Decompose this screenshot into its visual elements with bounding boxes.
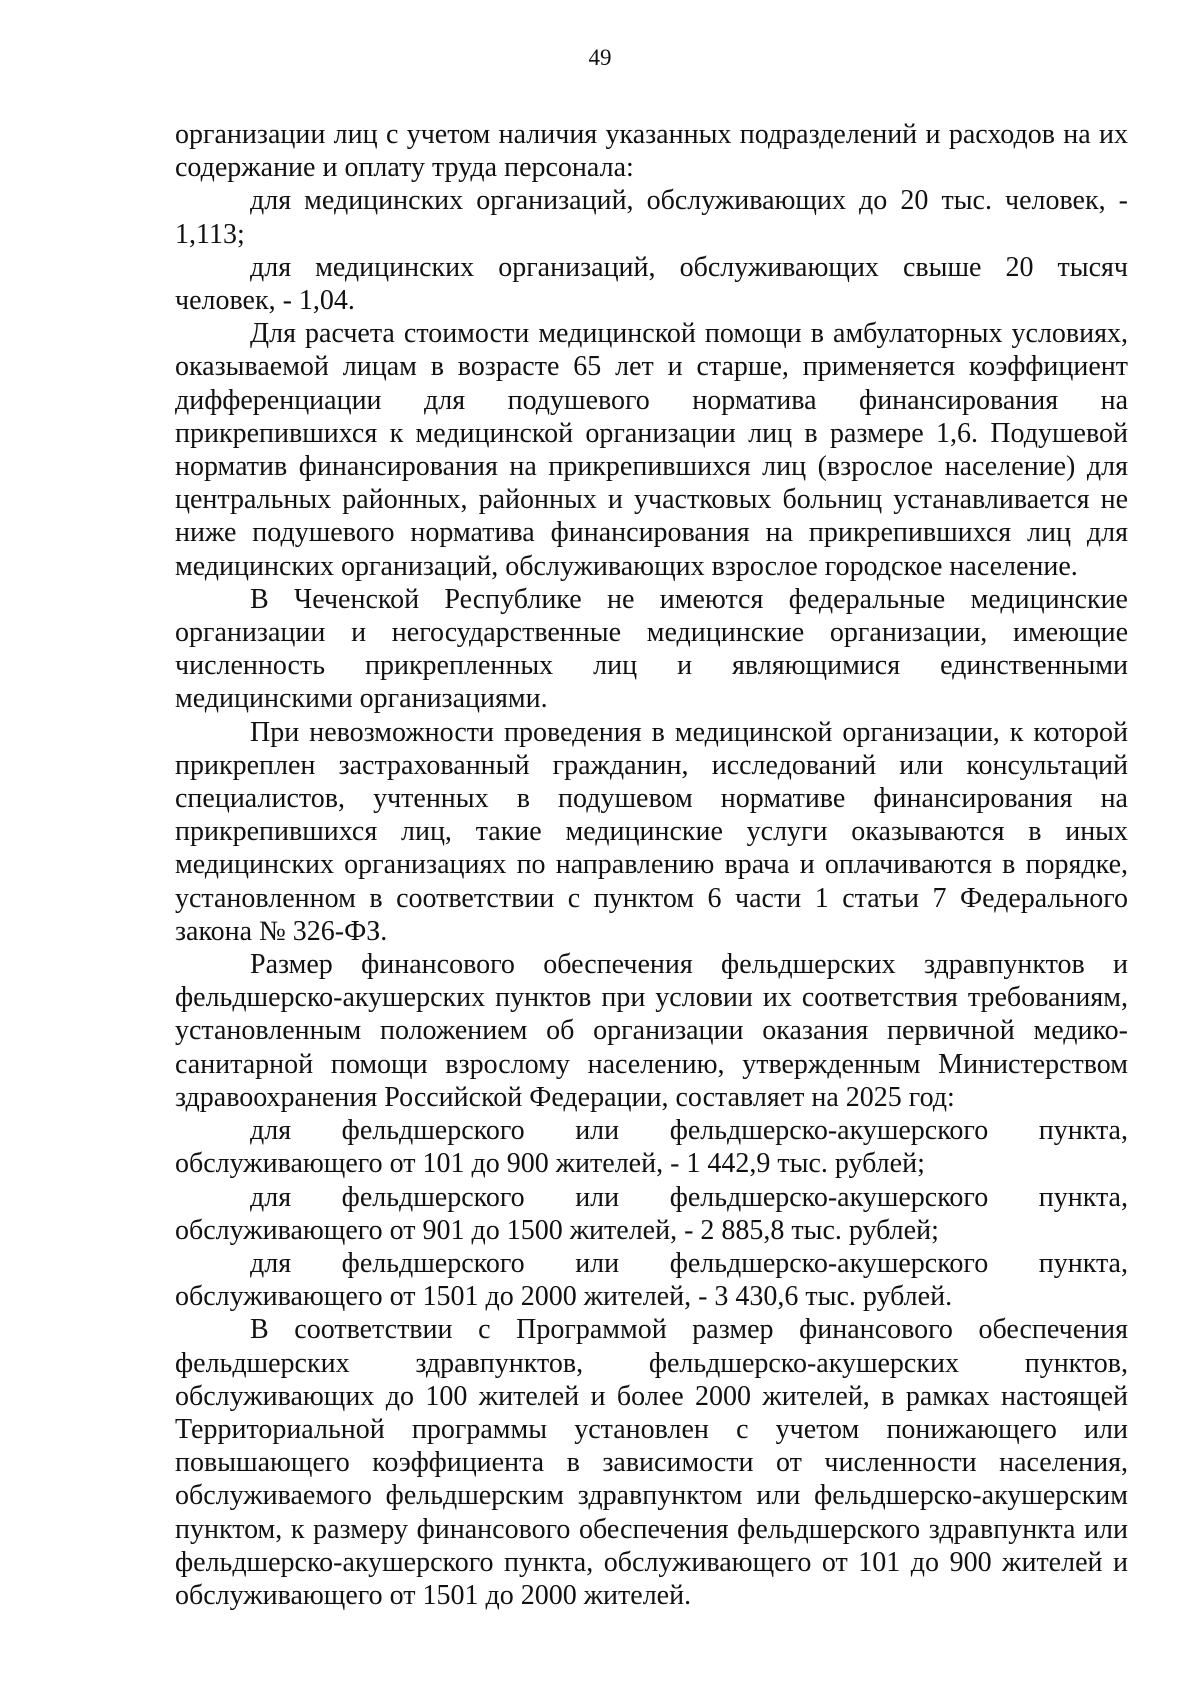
paragraph-feldsher-funding: Размер финансового обеспечения фельдшерских здравпунктов и фельдшерско-акушерских пунктов при условии их соответствия требованиям, установленным положением об организации оказания первичной медико-санитарной помощи взрослому населению, утвержденным Министерством здравоохранения Российской Федерации, составляет на 2025 год: — [175, 949, 1128, 1113]
paragraph-program-coefficient: В соответствии с Программой размер финансового обеспечения фельдшерских здравпунктов, фельдшерско-акушерских пунктов, обслуживающих до 100 жителей и более 2000 жителей, в рамках настоящей Территориальной программы установлен с учетом понижающего или повышающего коэффициента в зависимости от численности населения, обслуживаемого фельдшерским здравпунктом или фельдшерско-акушерским пунктом, к размеру финансового обеспечения фельдшерского здравпункта или фельдшерско-акушерского пункта, обслуживающего от 101 до 900 жителей и обслуживающего от 1501 до 2000 жителей. — [175, 1314, 1128, 1611]
document-body — [175, 118, 1128, 1612]
paragraph-coefficient-over-20k: для медицинских организаций, обслуживающих свыше 20 тысяч человек, - 1,04. — [175, 251, 1128, 317]
page-number: 49 — [588, 45, 612, 70]
paragraph-funding-101-900: для фельдшерского или фельдшерско-акушерского пункта, обслуживающего от 101 до 900 жителей, - 1 442,9 тыс. рублей; — [175, 1115, 1128, 1180]
paragraph-coefficient-up-to-20k: для медицинских организаций, обслуживающих до 20 тыс. человек, - 1,113; — [175, 185, 1128, 250]
paragraph-age-65-coefficient: Для расчета стоимости медицинской помощи в амбулаторных условиях, оказываемой лицам в возрасте 65 лет и старше, применяется коэффициент дифференциации для подушевого норматива финансирования на прикрепившихся к медицинской организации лиц в размере 1,6. Подушевой норматив финансирования на прикрепившихся лиц (взрослое население) для центральных районных, районных и участковых больниц устанавливается не ниже подушевого норматива финансирования на прикрепившихся лиц для медицинских организаций, обслуживающих взрослое городское население. — [175, 318, 1128, 582]
paragraph-continuation: организации лиц с учетом наличия указанных подразделений и расходов на их содержание и оплату труда персонала: — [175, 119, 1128, 184]
paragraph-referral-services: При невозможности проведения в медицинской организации, к которой прикреплен застрахованный гражданин, исследований или консультаций специалистов, учтенных в подушевом нормативе финансирования на прикрепившихся лиц, такие медицинские услуги оказываются в иных медицинских организациях по направлению врача и оплачиваются в порядке, установленном в соответствии с пунктом 6 части 1 статьи 7 Федерального закона № 326-ФЗ. — [175, 716, 1128, 947]
paragraph-funding-1501-2000: для фельдшерского или фельдшерско-акушерского пункта, обслуживающего от 1501 до 2000 жителей, - 3 430,6 тыс. рублей. — [175, 1247, 1128, 1313]
paragraph-funding-901-1500: для фельдшерского или фельдшерско-акушерского пункта, обслуживающего от 901 до 1500 жителей, - 2 885,8 тыс. рублей; — [175, 1181, 1128, 1246]
paragraph-chechen-republic: В Чеченской Республике не имеются федеральные медицинские организации и негосударственные медицинские организации, имеющие численность прикрепленных лиц и являющимися единственными медицинскими организациями. — [175, 583, 1128, 715]
